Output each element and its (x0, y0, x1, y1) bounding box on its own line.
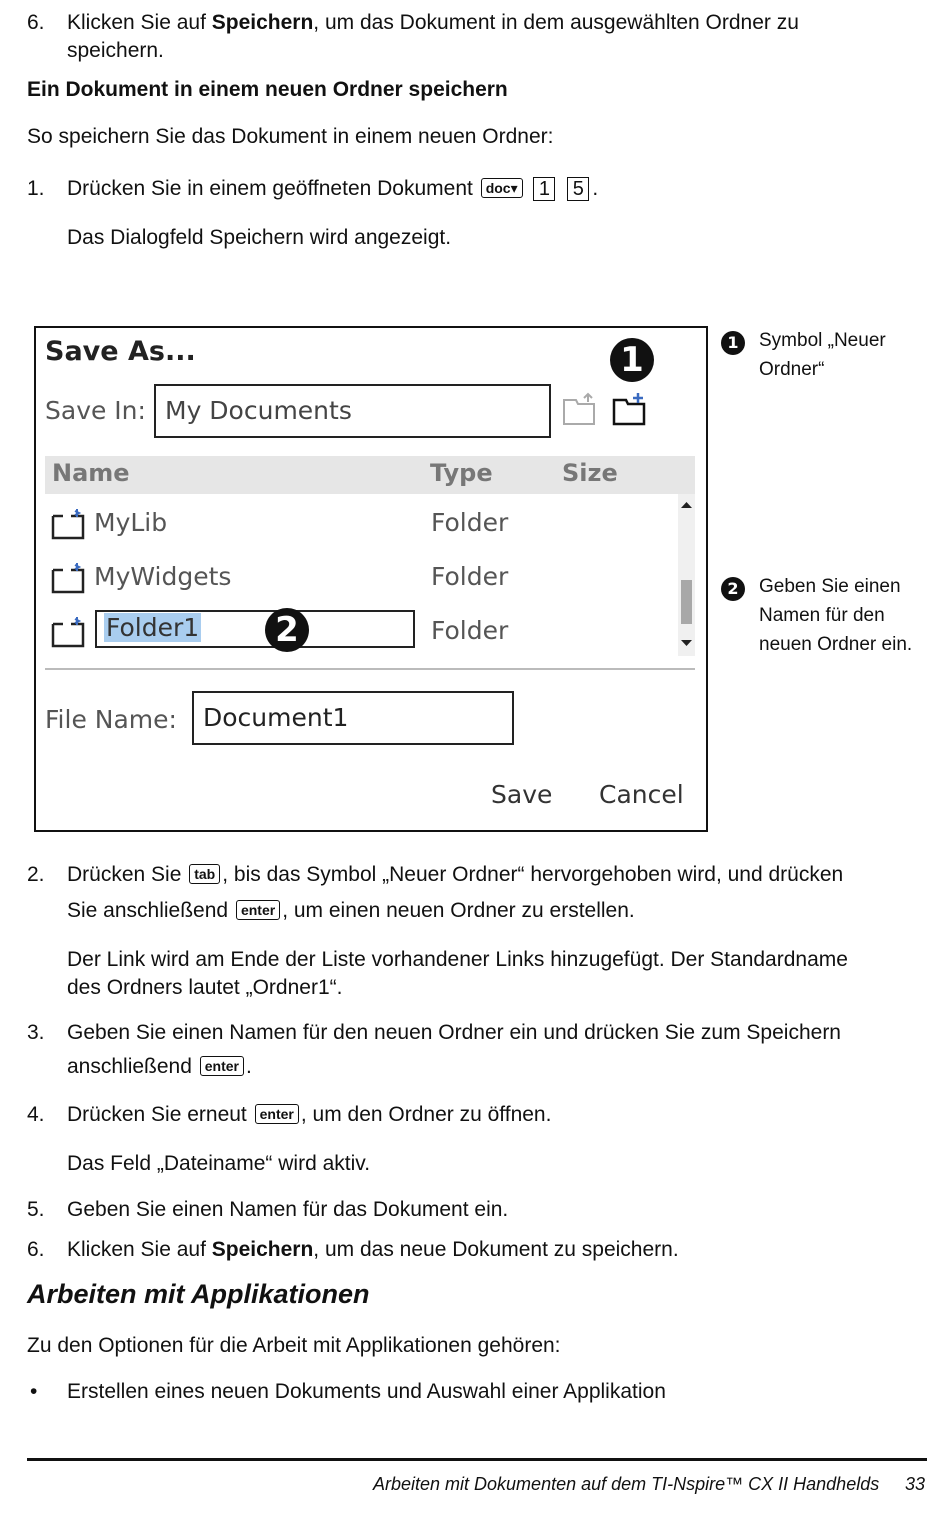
enter-key: enter (236, 900, 280, 920)
step-text (67, 9, 799, 37)
folder-icon (51, 616, 87, 648)
side-note-line: Namen für den (759, 605, 885, 626)
folder-icon (51, 562, 87, 594)
step-end: . (592, 177, 599, 200)
step-text: Geben Sie einen Namen für das Dokument ein. (67, 1198, 509, 1221)
step-bold: Speichern (211, 1238, 314, 1261)
section-heading-2: Arbeiten mit Applikationen (27, 1279, 370, 1309)
dialog-title: Save As... (45, 336, 196, 367)
step-number: 6. (27, 1238, 45, 1261)
header-name[interactable]: Name (52, 459, 130, 487)
step-text-pre: Klicken Sie auf (67, 11, 212, 34)
intro-text: So speichern Sie das Dokument in einem neuen Ordner: (27, 125, 554, 148)
scroll-down-icon[interactable] (679, 638, 694, 648)
side-note-line: Symbol „Neuer (759, 330, 886, 351)
new-folder-icon[interactable] (612, 392, 648, 428)
header-size[interactable]: Size (562, 459, 618, 487)
step-number: 4. (27, 1103, 45, 1126)
enter-key: enter (200, 1056, 244, 1076)
step-text (67, 861, 843, 889)
side-note-line: Ordner“ (759, 359, 825, 380)
scrollbar[interactable] (678, 494, 695, 656)
step-subtext: Der Link wird am Ende der Liste vorhandener Links hinzugefügt. Der Standardname (67, 948, 848, 971)
divider (45, 668, 695, 670)
key-1: 1 (533, 177, 555, 201)
step-number: 3. (27, 1021, 45, 1044)
cancel-button[interactable]: Cancel (599, 780, 684, 809)
step-text-pre: Drücken Sie (67, 863, 182, 886)
footer-rule (27, 1458, 927, 1461)
row-name: MyLib (94, 508, 168, 537)
side-note-2 (759, 572, 912, 659)
step-text-body: Drücken Sie in einem geöffneten Dokument (67, 177, 473, 200)
step-text-line2 (67, 897, 635, 925)
list-header (45, 456, 695, 494)
step-text-pre: Drücken Sie erneut (67, 1103, 247, 1126)
note-callout-1: 1 (721, 331, 745, 355)
save-in-field[interactable] (154, 384, 551, 438)
section-heading: Ein Dokument in einem neuen Ordner speichern (27, 78, 508, 101)
step-text-line2: speichern. (67, 39, 164, 62)
save-as-dialog (34, 326, 708, 832)
step-bold: Speichern (211, 11, 314, 34)
step-text-pre: anschließend (67, 1055, 192, 1078)
folder-name-selected: Folder1 (106, 613, 200, 642)
step-number: 5. (27, 1198, 45, 1221)
step-text (67, 1101, 551, 1129)
save-button[interactable]: Save (491, 780, 553, 809)
page-number: 33 (905, 1474, 926, 1494)
scroll-up-icon[interactable] (679, 500, 694, 510)
step-text-pre: Klicken Sie auf (67, 1238, 212, 1261)
footer-text: Arbeiten mit Dokumenten auf dem TI-Nspire™ CX II Handhelds (373, 1474, 880, 1494)
enter-key: enter (255, 1104, 299, 1124)
list-item[interactable] (45, 552, 675, 600)
step-subtext: des Ordners lautet „Ordner1“. (67, 976, 343, 999)
step-subtext: Das Dialogfeld Speichern wird angezeigt. (67, 226, 452, 249)
row-type: Folder (431, 562, 509, 591)
section-intro: Zu den Optionen für die Arbeit mit Applikationen gehören: (27, 1334, 561, 1357)
side-note-1 (759, 326, 886, 384)
step-end: . (246, 1055, 252, 1078)
row-name: MyWidgets (94, 562, 232, 591)
file-list (45, 494, 695, 656)
file-name-field[interactable] (192, 691, 514, 745)
step-text (67, 175, 598, 203)
callout-1: 1 (610, 338, 654, 382)
folder-icon (51, 508, 87, 540)
step-text-post: , bis das Symbol „Neuer Ordner“ hervorgehoben wird, und drücken (222, 863, 844, 886)
callout-2: 2 (265, 608, 309, 652)
step-text: Geben Sie einen Namen für den neuen Ordner ein und drücken Sie zum Speichern (67, 1021, 841, 1044)
step-text-post: , um das Dokument in dem ausgewählten Ordner zu (313, 11, 799, 34)
save-in-value: My Documents (165, 396, 352, 425)
step-subtext: Das Feld „Dateiname“ wird aktiv. (67, 1152, 371, 1175)
step-number: 6. (27, 11, 45, 34)
header-type[interactable]: Type (430, 459, 493, 487)
list-item[interactable] (45, 498, 675, 546)
save-in-label: Save In: (45, 396, 146, 425)
note-callout-2: 2 (721, 577, 745, 601)
key-5: 5 (567, 177, 589, 201)
side-note-line: Geben Sie einen (759, 576, 901, 597)
scroll-thumb[interactable] (681, 580, 692, 624)
step-number: 2. (27, 863, 45, 886)
step-number: 1. (27, 177, 45, 200)
side-note-line: neuen Ordner ein. (759, 634, 913, 655)
bullet-text: Erstellen eines neuen Dokuments und Auswahl einer Applikation (67, 1380, 666, 1403)
folder-name-input[interactable] (95, 610, 415, 648)
file-name-label: File Name: (45, 705, 177, 734)
file-name-value: Document1 (203, 703, 349, 732)
doc-key: doc▾ (481, 178, 523, 198)
up-folder-icon[interactable] (562, 392, 598, 428)
step-text-post: , um den Ordner zu öffnen. (300, 1103, 552, 1126)
list-item[interactable] (45, 606, 675, 654)
bullet-marker: • (30, 1380, 38, 1403)
step-text-post: , um das neue Dokument zu speichern. (313, 1238, 679, 1261)
tab-key: tab (189, 864, 220, 884)
step-text-pre: Sie anschließend (67, 899, 229, 922)
step-text-line2 (67, 1053, 252, 1081)
row-type: Folder (431, 508, 509, 537)
row-type: Folder (431, 616, 509, 645)
step-text-post: , um einen neuen Ordner zu erstellen. (282, 899, 635, 922)
step-text (67, 1236, 679, 1264)
